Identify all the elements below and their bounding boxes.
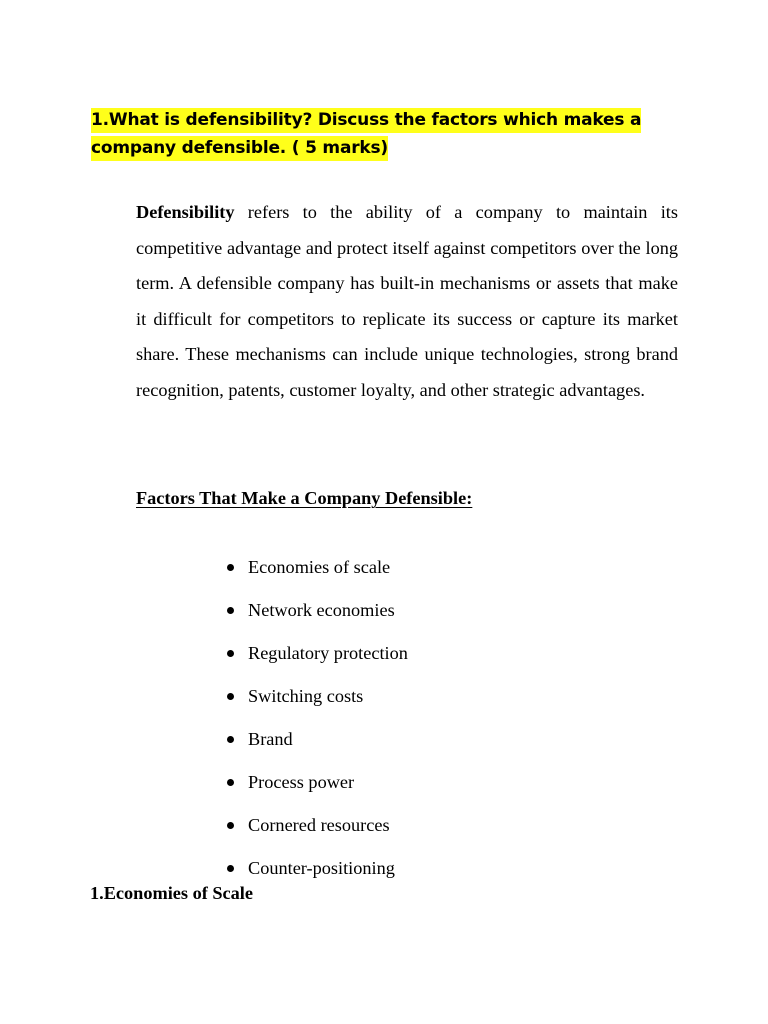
factor-item bbox=[226, 855, 408, 898]
factor-label: Counter-positioning bbox=[248, 858, 395, 878]
bullet-icon bbox=[227, 607, 234, 614]
bullet-icon bbox=[227, 779, 234, 786]
factor-item bbox=[226, 597, 408, 640]
section-heading: 1.Economies of Scale bbox=[90, 883, 253, 903]
question-heading bbox=[91, 106, 691, 162]
factor-item bbox=[226, 769, 408, 812]
factor-label: Regulatory protection bbox=[248, 643, 408, 663]
factor-item bbox=[226, 683, 408, 726]
definition-body: refers to the ability of a company to maintain its competitive advantage and protect itself against competitors over the long term. A defensible company has built-in mechanisms or assets that make it difficult for competitors to replicate its success or capture its market share. These mechanisms can include unique technologies, strong brand recognition, patents, customer loyalty, and other strategic advantages. bbox=[136, 202, 678, 400]
bullet-icon bbox=[227, 822, 234, 829]
factor-item bbox=[226, 812, 408, 855]
factor-item bbox=[226, 554, 408, 597]
bullet-icon bbox=[227, 693, 234, 700]
question-highlight: 1.What is defensibility? Discuss the factors which makes a company defensible. ( 5 marks) bbox=[91, 108, 641, 161]
bullet-icon bbox=[227, 736, 234, 743]
factor-item bbox=[226, 640, 408, 683]
factor-label: Network economies bbox=[248, 600, 395, 620]
bullet-icon bbox=[227, 564, 234, 571]
factor-label: Cornered resources bbox=[248, 815, 390, 835]
bullet-icon bbox=[227, 865, 234, 872]
factor-list bbox=[226, 554, 408, 898]
factors-heading: Factors That Make a Company Defensible: bbox=[136, 488, 473, 508]
factor-label: Brand bbox=[248, 729, 293, 749]
bullet-icon bbox=[227, 650, 234, 657]
factor-label: Economies of scale bbox=[248, 557, 391, 577]
factor-label: Process power bbox=[248, 772, 355, 792]
factor-label: Switching costs bbox=[248, 686, 364, 706]
definition-paragraph bbox=[136, 195, 678, 409]
factor-item bbox=[226, 726, 408, 769]
definition-term: Defensibility bbox=[136, 202, 235, 222]
